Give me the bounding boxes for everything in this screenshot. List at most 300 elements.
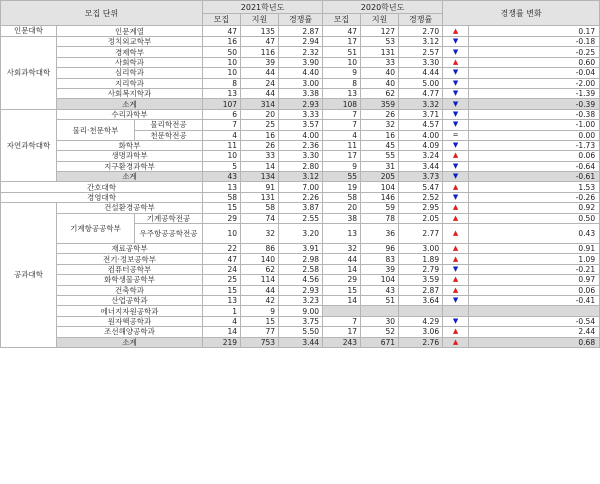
quota-2020-cell: 9 (323, 68, 361, 78)
col-quota-2020: 모집 (323, 14, 361, 26)
down-arrow-icon: ▼ (443, 316, 469, 326)
apply-2020-cell: 96 (361, 244, 399, 254)
rate-change-cell: 0.91 (469, 244, 600, 254)
unit-cell: 소계 (57, 172, 203, 182)
rate-change-cell: -1.39 (469, 88, 600, 98)
rate-2021-cell: 4.56 (279, 275, 323, 285)
unit-cell: 에너지자원공학과 (57, 306, 203, 316)
quota-2020-cell: 11 (323, 140, 361, 150)
change-header: 경쟁률 변화 (443, 1, 600, 26)
rate-2020-cell: 2.70 (399, 26, 443, 37)
rate-2021-cell: 3.12 (279, 172, 323, 182)
apply-2021-cell: 47 (241, 37, 279, 47)
quota-2021-cell: 6 (203, 109, 241, 119)
rate-2021-cell: 3.75 (279, 316, 323, 326)
quota-2020-cell: 8 (323, 78, 361, 88)
apply-2021-cell: 15 (241, 316, 279, 326)
quota-2020-cell: 15 (323, 285, 361, 295)
apply-2021-cell: 114 (241, 275, 279, 285)
unit-cell: 건설환경공학부 (57, 203, 203, 213)
quota-2021-cell: 4 (203, 130, 241, 140)
apply-2020-cell: 104 (361, 182, 399, 192)
quota-2020-cell: 7 (323, 109, 361, 119)
rate-2021-cell: 2.93 (279, 285, 323, 295)
quota-2020-cell: 19 (323, 182, 361, 192)
apply-2021-cell: 62 (241, 264, 279, 274)
unit-cell: 천문학전공 (135, 130, 203, 140)
quota-2020-cell: 51 (323, 47, 361, 57)
quota-2021-cell: 13 (203, 88, 241, 98)
quota-2021-cell: 24 (203, 264, 241, 274)
col-apply-2020: 지원 (361, 14, 399, 26)
unit-cell: 컴퓨터공학부 (57, 264, 203, 274)
apply-2021-cell: 753 (241, 337, 279, 347)
quota-2020-cell: 55 (323, 172, 361, 182)
table-row (1, 47, 600, 57)
apply-2020-cell: 62 (361, 88, 399, 98)
quota-2021-cell: 15 (203, 203, 241, 213)
rate-2021-cell: 2.32 (279, 47, 323, 57)
down-arrow-icon: ▼ (443, 161, 469, 171)
quota-2020-cell: 17 (323, 327, 361, 337)
rate-2021-cell: 3.20 (279, 224, 323, 244)
rate-2020-cell: 2.77 (399, 224, 443, 244)
apply-2021-cell: 131 (241, 192, 279, 202)
rate-2021-cell: 3.38 (279, 88, 323, 98)
quota-2020-cell: 13 (323, 88, 361, 98)
quota-2021-cell: 13 (203, 295, 241, 305)
up-arrow-icon: ▲ (443, 182, 469, 192)
rate-2020-cell: 4.77 (399, 88, 443, 98)
apply-2020-cell: 104 (361, 275, 399, 285)
table-row (1, 203, 600, 213)
rate-2021-cell: 3.33 (279, 109, 323, 119)
quota-2021-cell: 11 (203, 140, 241, 150)
unit-cell: 간호대학 (1, 182, 203, 192)
quota-2020-cell: 38 (323, 213, 361, 223)
rate-2021-cell: 2.94 (279, 37, 323, 47)
unit-cell: 산업공학과 (57, 295, 203, 305)
quota-2021-cell: 47 (203, 254, 241, 264)
apply-2021-cell: 74 (241, 213, 279, 223)
division-cell: 기계항공공학부 (57, 213, 135, 243)
rate-2020-cell: 2.87 (399, 285, 443, 295)
quota-2021-cell: 14 (203, 327, 241, 337)
rate-2020-cell: 2.79 (399, 264, 443, 274)
unit-cell: 경제학부 (57, 47, 203, 57)
rate-2020-cell: 2.05 (399, 213, 443, 223)
apply-2021-cell: 32 (241, 224, 279, 244)
rate-change-cell: 0.50 (469, 213, 600, 223)
unit-cell: 사회복지학과 (57, 88, 203, 98)
quota-2020-cell: 20 (323, 203, 361, 213)
rate-2020-cell: 4.09 (399, 140, 443, 150)
apply-2020-cell: 83 (361, 254, 399, 264)
quota-2021-cell: 5 (203, 161, 241, 171)
apply-2020-cell: 359 (361, 99, 399, 109)
rate-change-cell: 2.44 (469, 327, 600, 337)
apply-2020-cell: 40 (361, 68, 399, 78)
quota-2020-cell: 44 (323, 254, 361, 264)
quota-2020-cell: 4 (323, 130, 361, 140)
quota-2021-cell: 7 (203, 120, 241, 130)
apply-2021-cell: 314 (241, 99, 279, 109)
rate-2020-cell: 3.44 (399, 161, 443, 171)
unit-cell: 지리학과 (57, 78, 203, 88)
unit-header: 모집 단위 (1, 1, 203, 26)
quota-2020-cell: 10 (323, 57, 361, 67)
quota-2020-cell: 7 (323, 316, 361, 326)
rate-change-cell: 1.09 (469, 254, 600, 264)
up-arrow-icon: ▲ (443, 275, 469, 285)
subtotal-row (1, 172, 600, 182)
rate-2020-cell: 3.06 (399, 327, 443, 337)
quota-2020-cell: 14 (323, 264, 361, 274)
apply-2020-cell: 43 (361, 285, 399, 295)
apply-2021-cell: 25 (241, 120, 279, 130)
rate-2021-cell: 3.44 (279, 337, 323, 347)
rate-2020-cell: 3.64 (399, 295, 443, 305)
down-arrow-icon: ▼ (443, 37, 469, 47)
table-row (1, 254, 600, 264)
rate-2020-cell: 5.47 (399, 182, 443, 192)
quota-2021-cell: 50 (203, 47, 241, 57)
apply-2021-cell: 16 (241, 130, 279, 140)
apply-2021-cell: 39 (241, 57, 279, 67)
rate-change-cell: -2.00 (469, 78, 600, 88)
rate-2021-cell: 3.23 (279, 295, 323, 305)
rate-2021-cell: 5.50 (279, 327, 323, 337)
up-arrow-icon: ▲ (443, 213, 469, 223)
quota-2021-cell: 10 (203, 57, 241, 67)
table-row (1, 151, 600, 161)
table-row (1, 275, 600, 285)
rate-change-cell: -0.38 (469, 109, 600, 119)
rate-2020-cell: 3.30 (399, 57, 443, 67)
table-row (1, 37, 600, 47)
quota-2020-cell: 29 (323, 275, 361, 285)
rate-2020-cell: 3.12 (399, 37, 443, 47)
apply-2020-cell: 26 (361, 109, 399, 119)
rate-2020-cell: 4.57 (399, 120, 443, 130)
apply-2020-cell: 78 (361, 213, 399, 223)
quota-2020-cell: 9 (323, 161, 361, 171)
rate-change-cell: -1.73 (469, 140, 600, 150)
year-2021-header: 2021학년도 (203, 1, 323, 14)
apply-2021-cell: 14 (241, 161, 279, 171)
apply-2021-cell: 33 (241, 151, 279, 161)
college-cell: 공과대학 (1, 203, 57, 348)
apply-2021-cell: 44 (241, 285, 279, 295)
quota-2020-cell: 243 (323, 337, 361, 347)
quota-2020-cell: 32 (323, 244, 361, 254)
rate-2021-cell: 9.00 (279, 306, 323, 316)
rate-change-cell: 0.00 (469, 130, 600, 140)
quota-2021-cell: 47 (203, 26, 241, 37)
apply-2020-cell: 39 (361, 264, 399, 274)
table-row (1, 244, 600, 254)
table-row (1, 316, 600, 326)
rate-2021-cell: 3.90 (279, 57, 323, 67)
table-body (1, 26, 600, 348)
unit-cell: 화학부 (57, 140, 203, 150)
apply-2020-cell: 16 (361, 130, 399, 140)
apply-2021-cell: 140 (241, 254, 279, 264)
quota-2020-cell: 7 (323, 120, 361, 130)
unit-cell: 원자핵공학과 (57, 316, 203, 326)
down-arrow-icon: ▼ (443, 140, 469, 150)
down-arrow-icon: ▼ (443, 47, 469, 57)
unit-cell: 기계공학전공 (135, 213, 203, 223)
rate-2021-cell: 4.00 (279, 130, 323, 140)
rate-2021-cell: 3.57 (279, 120, 323, 130)
quota-2021-cell: 25 (203, 275, 241, 285)
quota-2021-cell: 13 (203, 182, 241, 192)
year-2020-header: 2020학년도 (323, 1, 443, 14)
rate-2021-cell: 3.30 (279, 151, 323, 161)
rate-2021-cell: 2.87 (279, 26, 323, 37)
table-row (1, 140, 600, 150)
rate-change-cell: -0.54 (469, 316, 600, 326)
unit-cell: 물리학전공 (135, 120, 203, 130)
table-row (1, 285, 600, 295)
unit-cell: 건축학과 (57, 285, 203, 295)
rate-2020-cell: 3.73 (399, 172, 443, 182)
quota-2021-cell: 8 (203, 78, 241, 88)
rate-change-cell: -0.26 (469, 192, 600, 202)
rate-2020-cell (399, 306, 443, 316)
rate-change-cell: 0.06 (469, 285, 600, 295)
apply-2020-cell (361, 306, 399, 316)
rate-2020-cell: 1.89 (399, 254, 443, 264)
rate-change-cell: -0.64 (469, 161, 600, 171)
unit-cell: 사회학과 (57, 57, 203, 67)
quota-2021-cell: 10 (203, 151, 241, 161)
rate-2021-cell: 3.91 (279, 244, 323, 254)
unit-cell: 수리과학부 (57, 109, 203, 119)
rate-2020-cell: 2.76 (399, 337, 443, 347)
apply-2020-cell: 131 (361, 47, 399, 57)
apply-2020-cell: 55 (361, 151, 399, 161)
rate-2021-cell: 2.55 (279, 213, 323, 223)
apply-2021-cell: 26 (241, 140, 279, 150)
apply-2020-cell: 127 (361, 26, 399, 37)
table-row (1, 120, 600, 130)
apply-2021-cell: 91 (241, 182, 279, 192)
rate-2020-cell: 3.59 (399, 275, 443, 285)
unit-cell: 생명과학부 (57, 151, 203, 161)
down-arrow-icon: ▼ (443, 78, 469, 88)
quota-2021-cell: 10 (203, 68, 241, 78)
unit-cell: 화학생물공학부 (57, 275, 203, 285)
unit-cell: 재료공학부 (57, 244, 203, 254)
college-cell: 사회과학대학 (1, 37, 57, 110)
apply-2021-cell: 135 (241, 26, 279, 37)
quota-2020-cell: 17 (323, 37, 361, 47)
col-apply-2021: 지원 (241, 14, 279, 26)
apply-2021-cell: 44 (241, 68, 279, 78)
apply-2021-cell: 20 (241, 109, 279, 119)
unit-cell: 심리학과 (57, 68, 203, 78)
rate-change-cell: 0.06 (469, 151, 600, 161)
rate-2020-cell: 4.44 (399, 68, 443, 78)
rate-change-cell: -0.04 (469, 68, 600, 78)
table-row (1, 161, 600, 171)
quota-2020-cell: 58 (323, 192, 361, 202)
quota-2020-cell: 17 (323, 151, 361, 161)
rate-change-cell: 0.68 (469, 337, 600, 347)
rate-change-cell: 0.17 (469, 26, 600, 37)
rate-2020-cell: 5.00 (399, 78, 443, 88)
apply-2020-cell: 40 (361, 78, 399, 88)
unit-cell: 소계 (57, 337, 203, 347)
quota-2021-cell: 16 (203, 37, 241, 47)
down-arrow-icon: ▼ (443, 192, 469, 202)
rate-2020-cell: 3.00 (399, 244, 443, 254)
rate-change-cell: -0.25 (469, 47, 600, 57)
unit-cell: 소계 (57, 99, 203, 109)
table-row (1, 213, 600, 223)
rate-change-cell: -0.21 (469, 264, 600, 274)
rate-2020-cell: 2.52 (399, 192, 443, 202)
rate-2020-cell: 2.95 (399, 203, 443, 213)
apply-2020-cell: 32 (361, 120, 399, 130)
rate-change-cell: -0.39 (469, 99, 600, 109)
rate-2020-cell: 3.24 (399, 151, 443, 161)
col-quota-2021: 모집 (203, 14, 241, 26)
unit-cell: 전기·정보공학부 (57, 254, 203, 264)
quota-2021-cell: 10 (203, 224, 241, 244)
apply-2021-cell: 86 (241, 244, 279, 254)
apply-2020-cell: 59 (361, 203, 399, 213)
unit-cell: 정치외교학부 (57, 37, 203, 47)
rate-change-cell: 0.92 (469, 203, 600, 213)
table-row (1, 295, 600, 305)
apply-2020-cell: 53 (361, 37, 399, 47)
apply-2020-cell: 31 (361, 161, 399, 171)
apply-2021-cell: 42 (241, 295, 279, 305)
rate-change-cell: -0.18 (469, 37, 600, 47)
down-arrow-icon: ▼ (443, 99, 469, 109)
apply-2021-cell: 44 (241, 88, 279, 98)
table-row (1, 88, 600, 98)
table-row (1, 78, 600, 88)
rate-change-cell: 0.43 (469, 224, 600, 244)
apply-2021-cell: 77 (241, 327, 279, 337)
unit-cell: 경영대학 (1, 192, 203, 202)
rate-change-cell: 0.60 (469, 57, 600, 67)
quota-2020-cell: 14 (323, 295, 361, 305)
rate-change-cell: -0.61 (469, 172, 600, 182)
subtotal-row (1, 337, 600, 347)
quota-2021-cell: 29 (203, 213, 241, 223)
rate-2021-cell: 3.87 (279, 203, 323, 213)
college-cell: 자연과학대학 (1, 109, 57, 182)
apply-2021-cell: 24 (241, 78, 279, 88)
rate-2021-cell: 7.00 (279, 182, 323, 192)
up-arrow-icon: ▲ (443, 254, 469, 264)
division-cell: 물리·천문학부 (57, 120, 135, 141)
subtotal-row (1, 99, 600, 109)
apply-2021-cell: 116 (241, 47, 279, 57)
table-row (1, 264, 600, 274)
quota-2021-cell: 107 (203, 99, 241, 109)
quota-2021-cell: 15 (203, 285, 241, 295)
rate-2021-cell: 4.40 (279, 68, 323, 78)
rate-2021-cell: 2.26 (279, 192, 323, 202)
rate-2020-cell: 2.57 (399, 47, 443, 57)
quota-2021-cell: 1 (203, 306, 241, 316)
rate-2020-cell: 3.71 (399, 109, 443, 119)
rate-change-cell: 1.53 (469, 182, 600, 192)
rate-change-cell: -1.00 (469, 120, 600, 130)
apply-2020-cell: 51 (361, 295, 399, 305)
up-arrow-icon: ▲ (443, 327, 469, 337)
col-rate-2020: 경쟁률 (399, 14, 443, 26)
up-arrow-icon: ▲ (443, 337, 469, 347)
rate-2021-cell: 2.36 (279, 140, 323, 150)
rate-2021-cell: 2.93 (279, 99, 323, 109)
table-row (1, 306, 600, 316)
up-arrow-icon: ▲ (443, 57, 469, 67)
down-arrow-icon: ▼ (443, 295, 469, 305)
table-row (1, 192, 600, 202)
rate-change-cell (469, 306, 600, 316)
quota-2020-cell: 47 (323, 26, 361, 37)
table-row (1, 327, 600, 337)
quota-2020-cell (323, 306, 361, 316)
college-cell: 인문대학 (1, 26, 57, 37)
apply-2020-cell: 52 (361, 327, 399, 337)
apply-2020-cell: 45 (361, 140, 399, 150)
rate-2020-cell: 4.29 (399, 316, 443, 326)
up-arrow-icon: ▲ (443, 151, 469, 161)
rate-2020-cell: 3.32 (399, 99, 443, 109)
up-arrow-icon: ▲ (443, 244, 469, 254)
rate-2021-cell: 2.80 (279, 161, 323, 171)
apply-2020-cell: 205 (361, 172, 399, 182)
col-rate-2021: 경쟁률 (279, 14, 323, 26)
apply-2020-cell: 671 (361, 337, 399, 347)
rate-change-cell: 0.97 (469, 275, 600, 285)
rate-2021-cell: 2.58 (279, 264, 323, 274)
up-arrow-icon: ▲ (443, 203, 469, 213)
table-row (1, 57, 600, 67)
quota-2021-cell: 4 (203, 316, 241, 326)
quota-2021-cell: 22 (203, 244, 241, 254)
equal-icon (443, 306, 469, 316)
rate-2020-cell: 4.00 (399, 130, 443, 140)
quota-2020-cell: 13 (323, 224, 361, 244)
up-arrow-icon: ▲ (443, 285, 469, 295)
up-arrow-icon: ▲ (443, 224, 469, 244)
quota-2021-cell: 43 (203, 172, 241, 182)
down-arrow-icon: ▼ (443, 109, 469, 119)
down-arrow-icon: ▼ (443, 88, 469, 98)
rate-2021-cell: 2.98 (279, 254, 323, 264)
down-arrow-icon: ▼ (443, 172, 469, 182)
unit-cell: 인문계열 (57, 26, 203, 37)
table-row (1, 109, 600, 119)
division-cell: 우주항공공학전공 (135, 224, 203, 244)
table-row (1, 182, 600, 192)
down-arrow-icon: ▼ (443, 264, 469, 274)
quota-2021-cell: 58 (203, 192, 241, 202)
apply-2021-cell: 9 (241, 306, 279, 316)
apply-2020-cell: 146 (361, 192, 399, 202)
quota-2021-cell: 219 (203, 337, 241, 347)
apply-2020-cell: 33 (361, 57, 399, 67)
